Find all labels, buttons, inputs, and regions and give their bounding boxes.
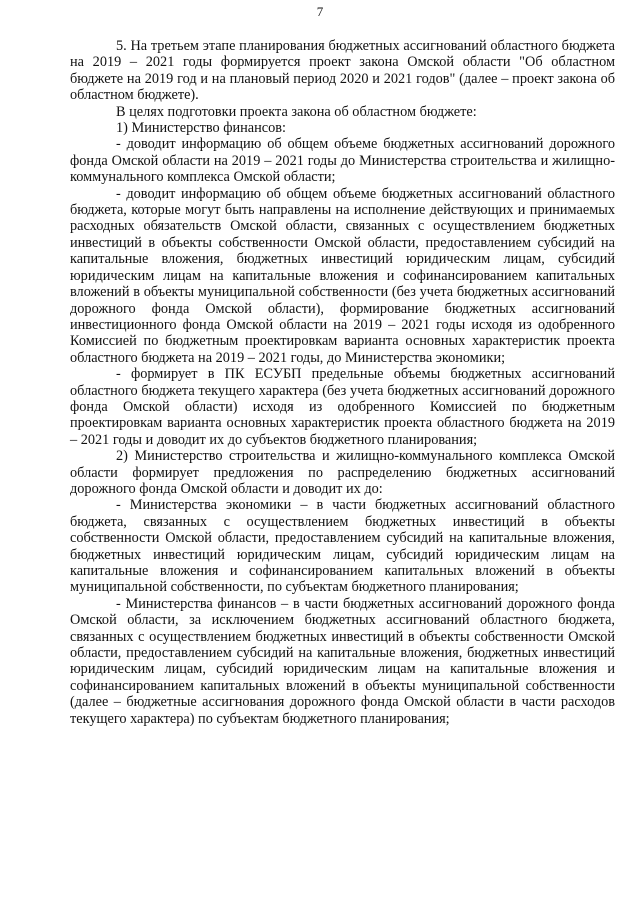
document-body: [70, 38, 615, 727]
paragraph-finance-item-2: - доводит информацию об общем объеме бюджетных ассигнований областного бюджета, которые могут быть направлены на исполнение действующих и принимаемых расходных обязательств Омской области, связанных с осуществлением бюджетных инвестиций в объекты собственности Омской области, предоставлением субсидий на капитальные вложения, бюджетных инвестиций юридическим лицам, субсидий юридическим лицам на капитальные вложения и софинансированием капитальных вложений в объекты муниципальной собственности (без учета бюджетных ассигнований дорожного фонда Омской области), формирование бюджетных ассигнований инвестиционного фонда Омской области на 2019 – 2021 годы исходя из одобренного Комиссией по бюджетным проектировкам варианта основных характеристик проекта областного бюджета на 2019 – 2021 годы, до Министерства экономики;: [70, 185, 615, 366]
paragraph-ministry-finance-heading: 1) Министерство финансов:: [116, 120, 286, 137]
page-number: 7: [316, 4, 324, 19]
paragraph-finance-item-3: - формирует в ПК ЕСУБП предельные объемы бюджетных ассигнований областного бюджета текущего характера (без учета бюджетных ассигнований дорожного фонда Омской области) исходя из одобренного Комиссией по бюджетным проектировкам варианта основных характеристик проекта областного бюджета на 2019 – 2021 годы и доводит их до субъектов бюджетного планирования;: [70, 366, 615, 448]
paragraph-stage-3: 5. На третьем этапе планирования бюджетных ассигнований областного бюджета на 2019 – 2021 годы формируется проект закона Омской области "Об областном бюджете на 2019 год и на плановый период 2020 и 2021 годов" (далее – проект закона об областном бюджете).: [70, 38, 615, 104]
paragraph-finance-item-1: - доводит информацию об общем объеме бюджетных ассигнований дорожного фонда Омской области на 2019 – 2021 годы до Министерства строительства и жилищно-коммунального комплекса Омской области;: [70, 136, 615, 186]
paragraph-construction-item-1: - Министерства экономики – в части бюджетных ассигнований областного бюджета, связанных с осуществлением бюджетных инвестиций в объекты собственности Омской области, предоставлением субсидий на капитальные вложения, бюджетных инвестиций юридическим лицам, субсидий юридическим лицам на капитальные вложения и софинансированием капитальных вложений в объекты муниципальной собственности, по субъектам бюджетного планирования;: [70, 497, 615, 596]
paragraph-purpose: В целях подготовки проекта закона об областном бюджете:: [116, 103, 477, 120]
paragraph-ministry-construction-heading: 2) Министерство строительства и жилищно-коммунального комплекса Омской области формирует предложения по распределению бюджетных ассигнований дорожного фонда Омской области и доводит их до:: [70, 448, 615, 497]
paragraph-construction-item-2: - Министерства финансов – в части бюджетных ассигнований дорожного фонда Омской области, за исключением бюджетных ассигнований областного бюджета, связанных с осуществлением бюджетных инвестиций в объекты собственности Омской области, предоставлением субсидий на капитальные вложения, бюджетных инвестиций юридическим лицам, субсидий юридическим лицам на капитальные вложения и софинансированием капитальных вложений в объекты муниципальной собственности (далее – бюджетные ассигнования дорожного фонда Омской области в части расходов текущего характера) по субъектам бюджетного планирования;: [70, 595, 615, 727]
